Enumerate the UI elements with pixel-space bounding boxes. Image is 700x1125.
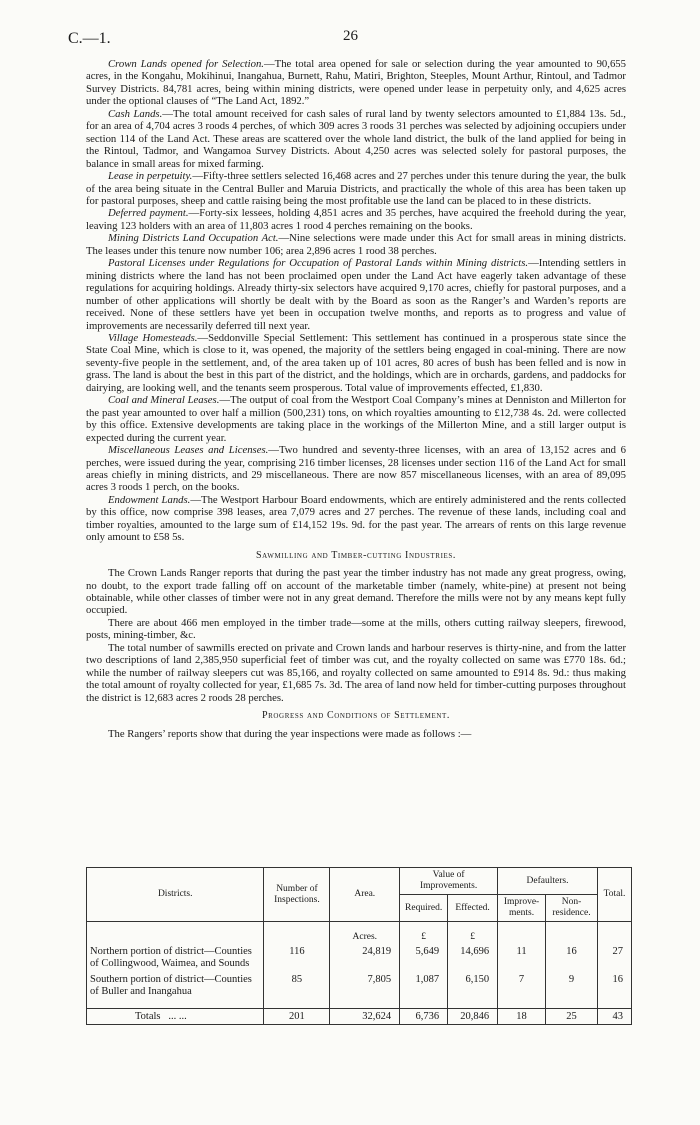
paragraph-pastoral-licenses: [86, 257, 626, 332]
row-improvements: 11: [498, 944, 546, 972]
paragraph-title: Crown Lands opened for Selection.: [108, 58, 264, 70]
table-row: [87, 944, 632, 972]
col-value-improvements: Value of Improvements.: [400, 868, 498, 895]
paragraph-coal-mineral: [86, 394, 626, 444]
paragraph-text: —Nine selections were made under this Act for small areas in mining districts. The leases under this tenure now number 106; area 2,896 acres 1 rood 38 perches.: [86, 232, 626, 257]
col-districts: Districts.: [87, 868, 264, 922]
totals-dots: ... ...: [168, 1011, 187, 1022]
paragraph-text: —Intending settlers in mining districts where the land has not been proclaimed open under the Land Act have eagerly taken advantage of these regulations for acquiring holdings. Already thirty-six selectors have acquired 9,170 acres, chiefly for pastoral purposes, and a number of other applications will shortly be dealt with by the Board as soon as the Ranger’s and Warden’s reports are received. None of these settlers have yet been in occupation twelve months, and reports as to progress and value of improvements are necessarily deferred till next year.: [86, 257, 626, 332]
paragraph-text: —Fifty-three settlers selected 16,468 acres and 27 perches under this tenure during the year, the bulk of the area being situate in the Central Buller and Maruia Districts, and practically the whole of this area has been taken up for pastoral purposes, sheep and cattle raising being the most profitable use the land can be placed to in these districts.: [86, 170, 626, 207]
row-total: 16: [597, 972, 631, 1009]
table-units-row: [87, 922, 632, 945]
paragraph-sawmilling-1: The Crown Lands Ranger reports that during the past year the timber industry has not made any great progress, owing, no doubt, to the export trade falling off on account of the marketable timber (namely, white-pine) at present not being obtainable, while other classes of timber were not in any great demand. Therefore the mills were not by any means kept fully occupied.: [86, 567, 626, 617]
row-inspections: 85: [264, 972, 330, 1009]
paragraph-text: —Forty-six lessees, holding 4,851 acres and 35 perches, have acquired the freehold during the year, leaving 123 holders with an area of 11,803 acres 1 rood 4 perches remaining on the books.: [86, 207, 627, 232]
col-total: Total.: [597, 868, 631, 922]
totals-effected: 20,846: [448, 1009, 498, 1025]
col-area: Area.: [330, 868, 400, 922]
row-improvements: 7: [498, 972, 546, 1009]
unit-pound: £: [400, 922, 448, 945]
paragraph-text: —The Westport Harbour Board endowments, which are entirely administered and the rents collected by this office, now comprise 398 leases, area 7,079 acres and 27 perches. The revenue of these lands, including coal and timber royalties, amounted to the large sum of £14,152 19s. 9d. for the past year. The arrears of rents on this large revenue only amount to £58 5s.: [86, 493, 626, 544]
col-inspections: Number of Inspections.: [264, 868, 330, 922]
section-heading-progress: Progress and Conditions of Settlement.: [261, 710, 451, 722]
paragraph-village-homesteads: [86, 332, 626, 394]
row-effected: 6,150: [448, 972, 498, 1009]
row-non-residence: 16: [546, 944, 598, 972]
totals-non-residence: 25: [546, 1009, 598, 1025]
col-effected: Effected.: [448, 895, 498, 922]
paragraph-crown-lands: [86, 58, 626, 108]
row-inspections: 116: [264, 944, 330, 972]
totals-text: Totals: [135, 1011, 161, 1022]
paragraph-title: Mining Districts Land Occupation Act.: [108, 232, 279, 245]
row-required: 5,649: [400, 944, 448, 972]
paragraph-sawmilling-3: The total number of sawmills erected on private and Crown lands and harbour reserves is thirty-nine, and from the latter two descriptions of land 2,385,950 superficial feet of timber was cut, and the royalty collected on same was £770 18s. 6d.; while the number of railway sleepers cut was 85,166, and royalty collected on same amounted to £914 8s. 9d.: thus making the total amount of royalty collected for year, £1,685 7s. 3d. The area of land now held for timber-cutting purposes throughout the district is 12,683 acres 2 roods 28 perches.: [86, 641, 626, 704]
totals-inspections: 201: [264, 1009, 330, 1025]
totals-label: [87, 1009, 264, 1025]
col-defaulters: Defaulters.: [498, 868, 598, 895]
paragraph-text: —The total area opened for sale or selection during the year amounted to 90,655 acres, in the Kongahu, Mokihinui, Inangahua, Burnett, Rahu, Matiri, Brighton, Steeples, Mount Arthur, Rintoul, and Tadmor Survey Districts. 84,781 acres, being within mining districts, were opened under lease in perpetuity only, and 4,625 acres under the optional clauses of “The Land Act, 1892.”: [86, 58, 626, 108]
col-required: Required.: [400, 895, 448, 922]
row-effected: 14,696: [448, 944, 498, 972]
paragraph-title: Village Homesteads.: [108, 331, 198, 344]
progress-intro: The Rangers’ reports show that during the year inspections were made as follows :—: [108, 727, 472, 740]
row-district: Northern portion of district—Counties of Collingwood, Waimea, and Sounds: [87, 944, 264, 972]
col-non-residence: Non-residence.: [546, 895, 598, 922]
unit-pound: £: [448, 922, 498, 945]
col-improvements: Improve-ments.: [498, 895, 546, 922]
paragraph-text: —Seddonville Special Settlement: This settlement has continued in a prosperous state since the State Coal Mine, which is close to it, was opened, the majority of the settlers being engaged in coal-mining. There are now seventy-five people in the settlement, and, of the area taken up of 101 acres, 80 acres of bush has been felled and is now in grass. The land is about the best in this part of the district, and the holdings, which are in orchards, gardens, and paddocks for dairying, are looking well, and the tenants seem prosperous. Total value of improvements effected, £1,830.: [86, 331, 626, 394]
paragraph-deferred-payment: [86, 207, 626, 232]
paragraph-text: —The output of coal from the Westport Coal Company’s mines at Denniston and Millerton for the past year amounted to over half a million (500,231) tons, on which royalties amounting to £12,738 4s. 2d. were collected by this office. Extensive developments are taking place in the workings of the Millerton Mine, and a still larger output is expected during the current year.: [86, 394, 627, 444]
row-required: 1,087: [400, 972, 448, 1009]
paragraph-text: —Two hundred and seventy-three licenses, with an area of 13,152 acres and 6 perches, were issued during the year, comprising 216 timber licenses, 28 licenses under section 116 of the Land Act for small areas chiefly in mining districts, and 29 miscellaneous. There are now 857 miscellaneous licenses, with an area of 89,095 acres 3 roods 1 perch, on the books.: [86, 444, 626, 494]
row-non-residence: 9: [546, 972, 598, 1009]
row-area: 24,819: [330, 944, 400, 972]
table-row: [87, 972, 632, 1009]
unit-acres: Acres.: [330, 922, 400, 945]
table-totals-row: [87, 1009, 632, 1025]
paragraph-title: Cash Lands.: [108, 107, 163, 120]
page-number: 26: [343, 28, 358, 44]
paragraph-mining-districts: [86, 232, 626, 257]
totals-required: 6,736: [400, 1009, 448, 1025]
paragraph-text: —The total amount received for cash sales of rural land by twenty selectors amounted to £1,884 13s. 5d., for an area of 4,704 acres 3 roods 4 perches, of which 309 acres 3 roods 31 perches was selected by adjoining occupiers under section 114 of the Land Act. These areas are scattered over the whole land district, the bulk of the land applied for being in the Rintoul, Tadmor, and Wangamoa Survey Districts. About 4,250 acres was selected solely for pastoral purposes, the balance in small areas for mixed farming.: [86, 107, 626, 170]
paragraph-title: Pastoral Licenses under Regulations for Occupation of Pastoral Lands within Mining districts.: [108, 257, 529, 270]
totals-improvements: 18: [498, 1009, 546, 1025]
paragraph-lease-perpetuity: [86, 170, 626, 207]
paragraph-title: Deferred payment.: [108, 207, 189, 220]
inspections-table: [86, 867, 632, 1025]
totals-total: 43: [597, 1009, 631, 1025]
paragraph-title: Miscellaneous Leases and Licenses.: [108, 444, 269, 457]
row-total: 27: [597, 944, 631, 972]
totals-area: 32,624: [330, 1009, 400, 1025]
paragraph-title: Endowment Lands.: [108, 493, 191, 506]
row-district: Southern portion of district—Counties of Buller and Inangahua: [87, 972, 264, 1009]
paragraph-title: Coal and Mineral Leases.: [108, 394, 220, 407]
table-header-row: [87, 868, 632, 895]
report-body: [86, 58, 626, 744]
document-code: C.—1.: [68, 30, 111, 47]
paragraph-title: Lease in perpetuity.: [108, 170, 193, 183]
paragraph-sawmilling-2: There are about 466 men employed in the timber trade—some at the mills, others cutting railway sleepers, firewood, posts, mining-timber, &c.: [86, 616, 626, 642]
paragraph-miscellaneous: [86, 444, 626, 494]
row-area: 7,805: [330, 972, 400, 1009]
section-heading-sawmilling: Sawmilling and Timber-cutting Industries.: [256, 549, 456, 561]
paragraph-endowment: [86, 494, 626, 544]
paragraph-cash-lands: [86, 108, 626, 170]
